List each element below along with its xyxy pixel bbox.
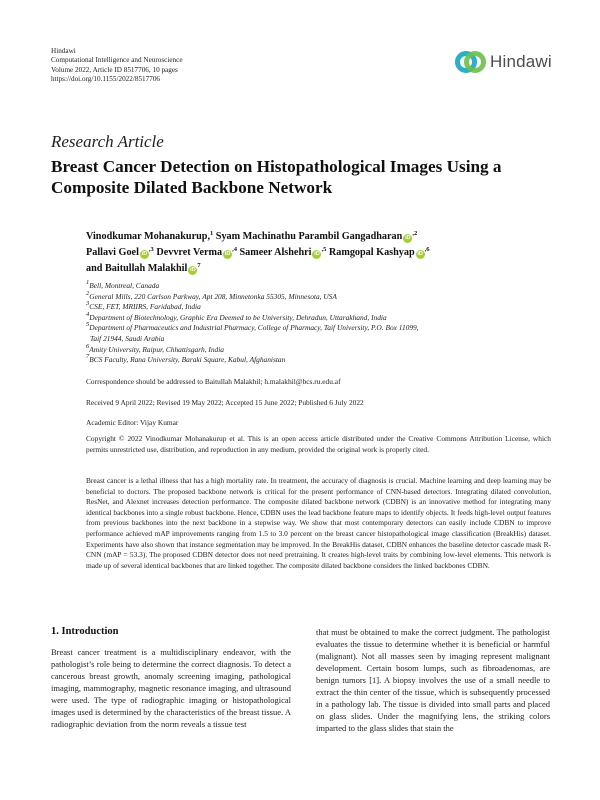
affiliation: $^4$Department of Biotechnology, Graphic Era Deemed to be University, Dehradun, Uttarakhand, India <box>86 310 387 322</box>
affiliation-continued: Taif 21944, Saudi Arabia <box>90 333 165 343</box>
orcid-icon[interactable]: iD <box>141 251 148 257</box>
orcid-icon[interactable]: iD <box>405 235 411 241</box>
article-title: Breast Cancer Detection on Histopathological Images Using a Composite Dilated Backbone Network <box>51 157 502 197</box>
author-list <box>86 229 556 277</box>
doi-link[interactable]: https://doi.org/10.1155/2022/8517706 <box>51 74 161 83</box>
author[interactable]: Ramgopal Kashyap $iD^{,6}$ <box>328 246 430 258</box>
hindawi-logo[interactable] <box>454 46 564 80</box>
journal-header <box>51 47 183 84</box>
affiliation: $^3$CSE, FET, MRIIRS, Faridabad, India <box>86 300 201 312</box>
orcid-icon[interactable]: iD <box>190 267 196 273</box>
affiliation: $^1$Bell, Montreal, Canada <box>86 279 160 290</box>
orcid-icon[interactable]: iD <box>417 251 423 257</box>
section-heading: 1. Introduction <box>51 626 119 637</box>
abstract: Breast cancer is a lethal illness that has a high mortality rate. In treatment, the accuracy of diagnosis is crucial. Machine learning and deep learning may be beneficial to doctors. The proposed backbone network is critical for the present performance of CNN-based detectors. Integrating dilated convolution, ResNet, and Alexnet increases detection performance. The composite dilated backbone network (CDBN) is an innovative method for integrating many identical backbones into a single robust backbone. Hence, CDBN uses the lead backbone feature maps to identify objects. It feeds high-level output features from previous backbones into the next backbone in a stepwise way. We show that most contemporary detectors can easily include CDBN to improve performance achieved mAP improvements ranging from 1.5 to 3.0 percent on the breast cancer histopathological image classification (BreakHis) dataset. Experiments have also shown that instance segmentation may be improved. In the BreakHis dataset, CDBN enhances the baseline detector cascade mask R-CNN (mAP = 53.3). The proposed CDBN detector does not need pretraining. It creates high-level traits by combining low-level elements. This network is made up of several identical backbones that are linked together. The composite dilated backbone considers the linked backbones CDBN. <box>86 476 551 570</box>
academic-editor: Academic Editor: Vijay Kumar <box>86 418 179 427</box>
copyright-notice: Copyright © 2022 Vinodkumar Mohanakurup et al. This is an open access article distributed under the Creative Commons Attribution License, which permits unrestricted use, distribution, and reproduction in any medium, provided the original work is properly cited. <box>86 434 551 454</box>
logo-text: Hindawi <box>490 52 552 71</box>
affiliations <box>86 281 556 366</box>
body-column-right: that must be obtained to make the correct judgment. The pathologist evaluates the tissue to determine whether it is beneficial or harmful (malignant). Not all masses seen by imaging represent malignant development. Certain bosom lumps, such as fibroadenomas, are benign tumors [1]. A biopsy involves the use of a small needle to extract the thin center of the tissue, which is subsequently processed in a pathology lab. The tissue is divided into small parts and placed on glass slides. Under the magnifying lens, the striking colors imparted to the glass slides that stain the <box>316 627 550 734</box>
hindawi-rings-icon <box>454 48 488 76</box>
author[interactable]: Devvret Verma $iD^{,4}$ <box>156 246 237 258</box>
volume-line: Volume 2022, Article ID 8517706, 10 pages <box>51 65 178 74</box>
publication-dates: Received 9 April 2022; Revised 19 May 2022; Accepted 15 June 2022; Published 6 July 2022 <box>86 398 364 407</box>
author[interactable]: Syam Machinathu Parambil Gangadharan $iD^{,2}$ <box>215 230 418 242</box>
affiliation: $^2$General Mills, 220 Carlson Parkway, Apt 208, Minnetonka 55305, Minnesota, USA <box>86 289 337 301</box>
affiliation: $^5$Department of Pharmaceutics and Industrial Pharmacy, College of Pharmacy, Taif University, P.O. Box 11099, <box>86 321 419 333</box>
body-column-left: Breast cancer treatment is a multidisciplinary endeavor, with the pathologist’s role being to determine the correct diagnosis. To detect a cancerous breast growth, anomaly screening imaging, pathological imaging, mammography, magnetic resonance imaging, and ultrasound were used. The type of radiographic imaging or histopathological images used is determined by the characteristics of the breast tissue. A radiographic deviation from the norm reveals a tissue test <box>51 647 291 730</box>
author[interactable]: and Baitullah Malakhil $iD^7$ <box>86 262 201 274</box>
affiliation: $^6$Amity University, Raipur, Chhattisgarh, India <box>86 342 224 354</box>
author[interactable]: Pallavi Goel $iD^{,3}$ <box>86 246 154 258</box>
publisher-name: Hindawi <box>51 47 76 55</box>
correspondence: Correspondence should be addressed to Baitullah Malakhil; h.malakhil@bcs.ru.edu.af <box>86 377 341 386</box>
affiliation: $^7$BCS Faculty, Rana University, Baraki Square, Kabul, Afghanistan <box>86 353 286 365</box>
journal-name: Computational Intelligence and Neuroscience <box>51 56 183 65</box>
article-type: Research Article <box>51 132 164 151</box>
orcid-icon[interactable]: iD <box>224 251 231 257</box>
orcid-icon[interactable]: iD <box>314 251 320 257</box>
author[interactable]: Sameer Alshehri $iD^{,5}$ <box>239 246 327 258</box>
author[interactable]: Vinodkumar Mohanakurup,$^1$ <box>86 230 214 242</box>
